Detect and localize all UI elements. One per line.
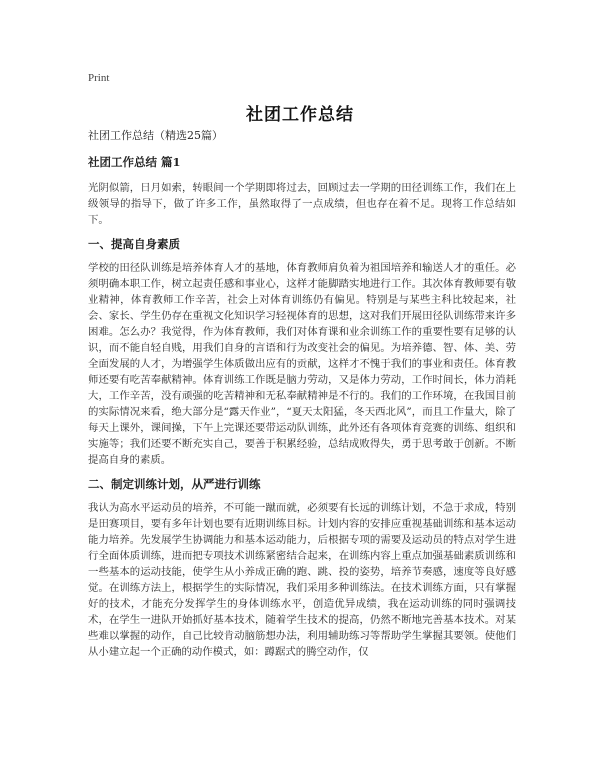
section-title: 社团工作总结 篇1 (88, 155, 181, 169)
intro-paragraph: 光阴似箭，日月如索，转眼间一个学期即将过去，回顾过去一学期的田径训练工作，我们在上级领导的指导下，做了许多工作，虽然取得了一点成绩，但也存在着不足。现将工作总结如下。 (88, 182, 516, 226)
heading-training-plan: 二、制定训练计划，从严进行训练 (88, 477, 261, 491)
page-title: 社团工作总结 (246, 105, 354, 125)
heading-improve-quality: 一、提高自身素质 (88, 237, 180, 251)
document-subtitle: 社团工作总结（精选25篇） (88, 129, 223, 142)
paragraph-improve-quality: 学校的田径队训练是培养体育人才的基地，体育教师肩负着为祖国培养和输送人才的重任。必须明确本职工作，树立起责任感和事业心，这样才能脚踏实地进行工作。其次体育教师要有敬业精神，体育教师工作辛苦，社会上对体育训练仍有偏见。特别是与某些主科比较起来，社会、家长、学生仍存在重视文化知识学习轻视体育的思想，这对我们开展田径队训练带来许多困难。怎么办？我觉得，作为体育教师，我们对体育课和业余训练工作的重要性要有足够的认识，而不能自轻自贱，用我们自身的言语和行为改变社会的偏见。为培养德、智、体、美、劳全面发展的人才，为增强学生体质做出应有的贡献，这样才不愧于我们的事业和责任。体育教师还要有吃苦奉献精神。体育训练工作既是脑力劳动，又是体力劳动，工作时间长，体力消耗大，工作辛苦，没有顽强的吃苦精神和无私奉献精神是不行的。我们的工作环境，在我国目前的实际情况来看，绝大部分是“露天作业”，“夏天太阳猛，冬天西北风”，而且工作量大，除了每天上课外，课间操，下午上完课还要带运动队训练，此外还有各项体育竞赛的训练、组织和实施等；我们还要不断充实自己，要善于积累经验，总结成败得失，勇于思考敢于创新。不断提高自身的素质。 (88, 262, 516, 466)
document-body (88, 128, 516, 668)
print-label[interactable]: Print (88, 72, 110, 84)
paragraph-training-plan: 我认为高水平运动员的培养，不可能一蹴而就，必须要有长远的训练计划，不急于求成，特别是田赛项目，要有多年计划也要有近期训练目标。计划内容的安排应重视基础训练和基本运动能力培养。先发展学生协调能力和基本运动能力，后根据专项的需要及运动员的特点对学生进行全面体质训练，进而把专项技术训练紧密结合起来，在训练内容上重点加强基础素质训练和一些基本的运动技能，使学生从小养成正确的跑、跳、投的姿势，培养节奏感，速度等良好感觉。在训练方法上，根据学生的实际情况，我们采用多种训练法。在技术训练方面，只有掌握好的技术，才能充分发挥学生的身体训练水平，创造优异成绩，我在运动训练的同时强调技术，在学生一进队开始抓好基本技术，随着学生技术的提高，仍然不断地完善基本技术。对某些难以掌握的动作，自己比较肯动脑筋想办法，利用辅助练习等帮助学生掌握其要领。使他们从小建立起一个正确的动作模式，如：蹲踞式的腾空动作，仅 (88, 502, 516, 658)
